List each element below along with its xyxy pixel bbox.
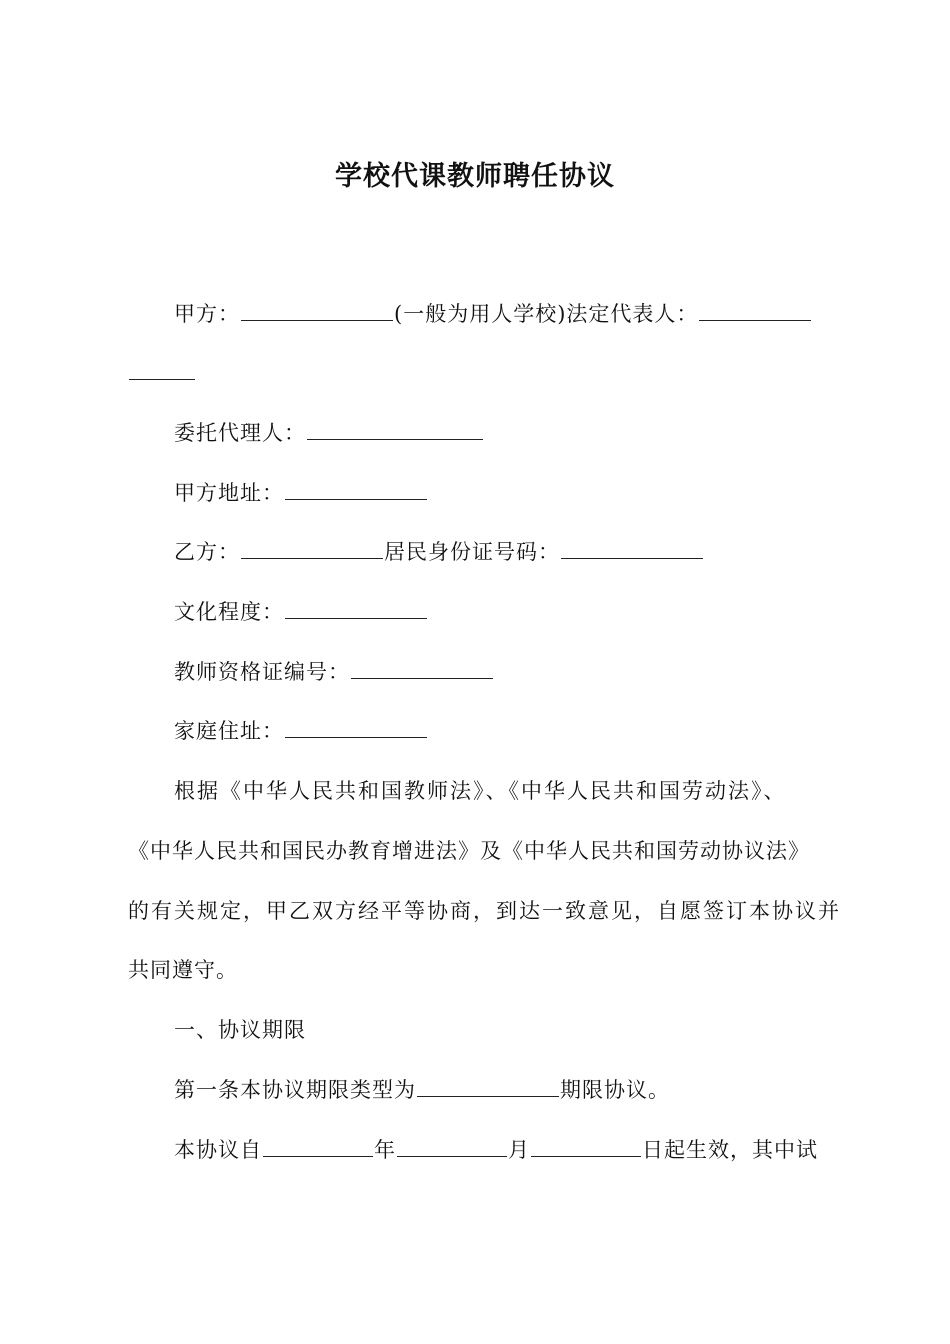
agent-label: 委托代理人： (174, 421, 306, 445)
agent-line (174, 418, 874, 448)
month-label: 月 (508, 1138, 530, 1162)
teacher-cert-blank[interactable] (351, 658, 493, 679)
home-address-label: 家庭住址： (174, 719, 284, 743)
term-type-blank[interactable] (417, 1076, 559, 1097)
legal-rep-blank-continued[interactable] (129, 359, 195, 380)
teacher-cert-label: 教师资格证编号： (174, 660, 350, 684)
intro-line-1: 根据《中华人民共和国教师法》、《中华人民共和国劳动法》、 (174, 779, 787, 803)
id-number-label: 居民身份证号码： (384, 540, 560, 564)
party-a-note: (一般为用人学校)法定代表人： (394, 302, 699, 326)
education-label: 文化程度： (174, 600, 284, 624)
home-address-blank[interactable] (285, 717, 427, 738)
party-a-blank[interactable] (241, 300, 393, 321)
article-1-prefix: 第一条本协议期限类型为 (174, 1078, 416, 1102)
article-1-suffix: 期限协议。 (560, 1078, 670, 1102)
id-number-blank[interactable] (561, 538, 703, 559)
year-blank[interactable] (263, 1136, 373, 1157)
education-blank[interactable] (285, 598, 427, 619)
party-b-label: 乙方： (174, 540, 240, 564)
legal-rep-continuation (128, 358, 828, 388)
effective-suffix: 日起生效，其中试 (642, 1138, 818, 1162)
party-b-blank[interactable] (241, 538, 383, 559)
intro-line-3: 的有关规定，甲乙双方经平等协商，到达一致意见，自愿签订本协议并 (128, 899, 841, 923)
month-blank[interactable] (397, 1136, 507, 1157)
home-address-line (174, 716, 874, 746)
effective-prefix: 本协议自 (174, 1138, 262, 1162)
intro-line-2: 《中华人民共和国民办教育增进法》及《中华人民共和国劳动协议法》 (128, 839, 810, 863)
party-a-address-label: 甲方地址： (174, 481, 284, 505)
article-1-line (174, 1075, 874, 1105)
document-title: 学校代课教师聘任协议 (335, 161, 615, 192)
intro-line-4: 共同遵守。 (128, 958, 238, 982)
party-a-line (174, 299, 874, 329)
party-a-label: 甲方： (174, 302, 240, 326)
section-1-heading: 一、协议期限 (174, 1018, 306, 1042)
party-a-address-line (174, 478, 874, 508)
party-b-line (174, 537, 874, 567)
party-a-address-blank[interactable] (285, 479, 427, 500)
agent-blank[interactable] (307, 419, 483, 440)
effective-date-line (174, 1135, 874, 1165)
year-label: 年 (374, 1138, 396, 1162)
education-line (174, 597, 874, 627)
day-blank[interactable] (531, 1136, 641, 1157)
legal-rep-blank[interactable] (699, 300, 811, 321)
teacher-cert-line (174, 657, 874, 687)
